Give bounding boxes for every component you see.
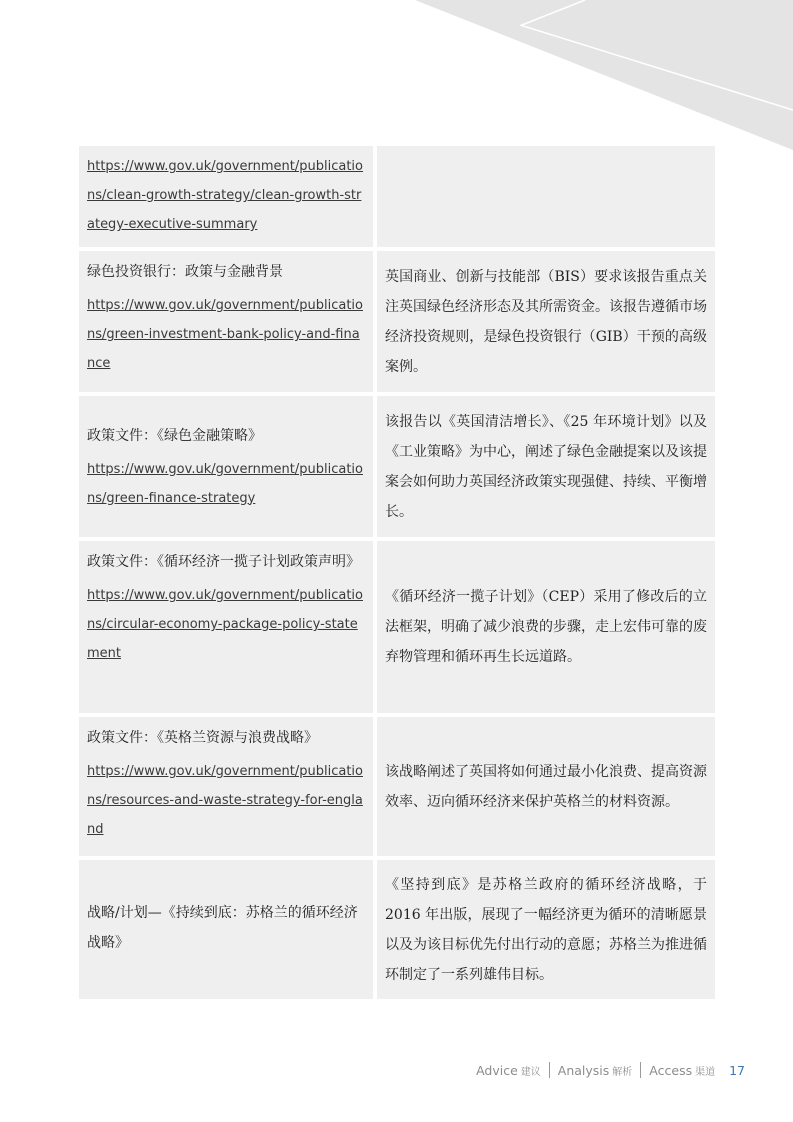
- table-cell-description: [377, 251, 715, 392]
- footer-access-cn: 渠道: [695, 1066, 716, 1078]
- table-cell-policy: [79, 717, 373, 856]
- footer-advice-cn: 建议: [520, 1066, 541, 1078]
- policy-link[interactable]: https://www.gov.uk/government/publications/green-finance-strategy: [87, 461, 363, 506]
- policy-description: 该战略阐述了英国将如何通过最小化浪费、提高资源效率、迈向循环经济来保护英格兰的材料资源。: [385, 763, 707, 810]
- policy-description: 英国商业、创新与技能部（BIS）要求该报告重点关注英国绿色经济形态及其所需资金。该报告遵循市场经济投资规则，是绿色投资银行（GIB）干预的高级案例。: [385, 268, 707, 375]
- table-cell-policy: [79, 541, 373, 713]
- footer-divider: [640, 1062, 641, 1078]
- page-number: 17: [729, 1062, 745, 1078]
- table-cell-policy: [79, 860, 373, 999]
- footer-access: Access: [649, 1062, 693, 1078]
- policy-description: 《坚持到底》是苏格兰政府的循环经济战略，于 2016 年出版，展现了一幅经济更为循环的清晰愿景以及为该目标优先付出行动的意愿；苏格兰为推进循环制定了一系列雄伟目标。: [385, 876, 707, 983]
- table-cell-description: [377, 396, 715, 537]
- page-footer: [476, 1061, 745, 1079]
- footer-analysis: Analysis: [557, 1062, 610, 1078]
- table-cell-description: [377, 146, 715, 247]
- table-cell-description: [377, 541, 715, 713]
- policy-description: 《循环经济一揽子计划》（CEP）采用了修改后的立法框架，明确了减少浪费的步骤，走上宏伟可靠的废弃物管理和循环再生长远道路。: [385, 589, 707, 665]
- table-cell-policy: [79, 396, 373, 537]
- footer-analysis-cn: 解析: [612, 1066, 633, 1078]
- corner-decoration: [0, 0, 793, 160]
- policy-link[interactable]: https://www.gov.uk/government/publications/resources-and-waste-strategy-for-england: [87, 764, 363, 837]
- policy-table: [79, 146, 715, 999]
- policy-link[interactable]: https://www.gov.uk/government/publications/circular-economy-package-policy-statement: [87, 588, 363, 661]
- table-cell-description: [377, 860, 715, 999]
- table-cell-policy: [79, 251, 373, 392]
- policy-link[interactable]: https://www.gov.uk/government/publications/green-investment-bank-policy-and-finance: [87, 298, 363, 371]
- footer-advice: Advice: [476, 1062, 518, 1078]
- table-cell-description: [377, 717, 715, 856]
- footer-divider: [549, 1062, 550, 1078]
- policy-description: 该报告以《英国清洁增长》、《25 年环境计划》以及《工业策略》为中心，阐述了绿色金融提案以及该提案会如何助力英国经济政策实现强健、持续、平衡增长。: [385, 413, 707, 520]
- policy-title: 绿色投资银行：政策与金融背景: [87, 264, 283, 280]
- policy-title: 政策文件：《循环经济一揽子计划政策声明》: [87, 554, 360, 570]
- policy-title: 政策文件：《英格兰资源与浪费战略》: [87, 730, 318, 746]
- policy-title: 政策文件：《绿色金融策略》: [87, 427, 262, 444]
- policy-link[interactable]: https://www.gov.uk/government/publications/clean-growth-strategy/clean-growth-strategy-executive-summary: [87, 159, 363, 232]
- table-cell-policy: [79, 146, 373, 247]
- policy-title: 战略/计划—《持续到底：苏格兰的循环经济战略》: [87, 904, 358, 951]
